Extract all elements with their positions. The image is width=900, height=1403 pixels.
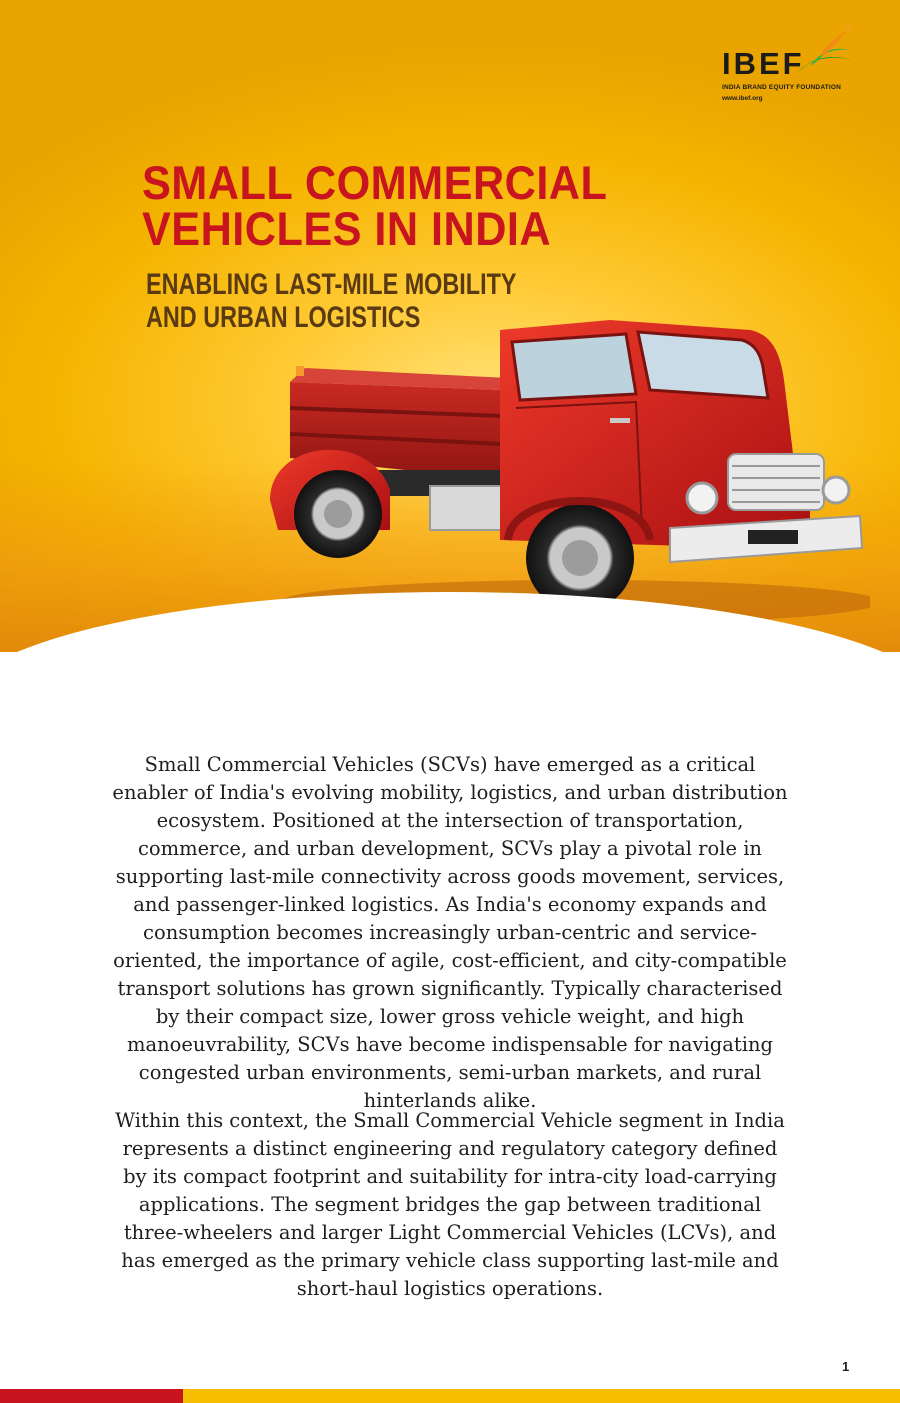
cover-subtitle	[146, 268, 516, 334]
page-number: 1	[842, 1359, 850, 1374]
footer-bar-red	[0, 1389, 183, 1403]
bird-logo-icon	[790, 22, 860, 74]
logo-wordmark: IBEF	[722, 46, 805, 81]
red-truck-illustration	[250, 290, 870, 630]
intro-paragraph-1: Small Commercial Vehicles (SCVs) have emerged as a critical enabler of India's evolving mobility, logistics, and urban distribution ecosystem. Positioned at the intersection of transportation, commerce, and urban development, SCVs play a pivotal role in supporting last-mile connectivity across goods movement, services, and passenger-linked logistics. As India's economy expands and consumption becomes increasingly urban-centric and service-oriented, the importance of agile, cost-efficient, and city-compatible transport solutions has grown significantly. Typically characterised by their compact size, lower gross vehicle weight, and high manoeuvrability, SCVs have become indispensable for navigating congested urban environments, semi-urban markets, and rural hinterlands alike.	[112, 753, 788, 1112]
title-line-2: VEHICLES IN INDIA	[142, 202, 552, 255]
cover-title	[142, 156, 608, 255]
logo-url: www.ibef.org	[722, 95, 763, 102]
cover-hero	[0, 0, 900, 652]
intro-paragraph-2: Within this context, the Small Commercial Vehicle segment in India represents a distinct engineering and regulatory category defined by its compact footprint and suitability for intra-city load-carrying applications. The segment bridges the gap between traditional three-wheelers and larger Light Commercial Vehicles (LCVs), and has emerged as the primary vehicle class supporting last-mile and short-haul logistics operations.	[115, 1109, 785, 1300]
footer-bar-yellow	[183, 1389, 900, 1403]
ibef-logo	[722, 22, 841, 102]
title-line-1: SMALL COMMERCIAL	[142, 156, 608, 209]
logo-subtitle: INDIA BRAND EQUITY FOUNDATION	[722, 84, 842, 91]
subtitle-line-1: ENABLING LAST-MILE MOBILITY	[146, 268, 517, 301]
subtitle-line-2: AND URBAN LOGISTICS	[146, 301, 421, 334]
